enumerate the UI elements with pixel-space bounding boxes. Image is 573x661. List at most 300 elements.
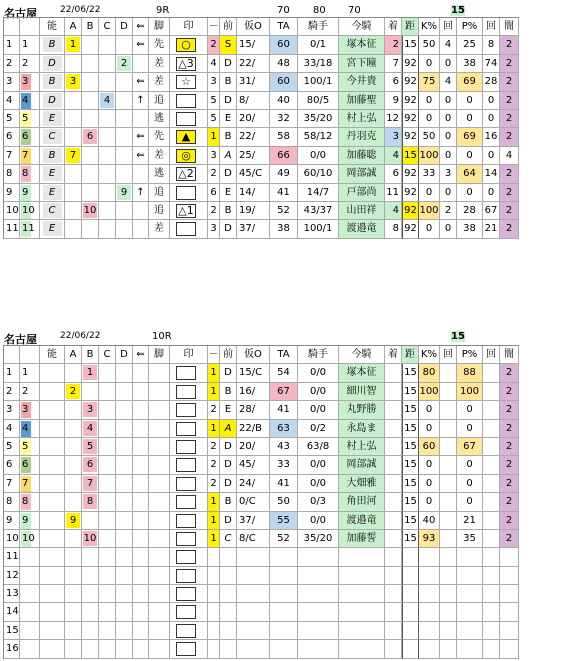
post-number: 5 (4, 110, 20, 128)
arrow-cell (133, 640, 149, 658)
score-text: 3 (66, 74, 80, 89)
pct-ppct: 88 (457, 364, 483, 382)
mark (170, 548, 208, 566)
pct-kpct: 0 (419, 401, 440, 419)
kai-cell (440, 548, 457, 566)
race1-table (3, 17, 519, 239)
header-kai: 回 (440, 346, 457, 364)
style-cell (149, 493, 170, 511)
rank-text: E (43, 166, 62, 181)
style-cell (149, 364, 170, 382)
yami: 2 (500, 530, 519, 548)
a-cell (65, 92, 82, 110)
yami: 2 (500, 128, 519, 146)
dist-cell: 15 (402, 475, 419, 493)
b-cell (82, 220, 99, 238)
prev-class: D (220, 364, 237, 382)
post-number: 5 (4, 438, 20, 456)
post-number: 2 (4, 383, 20, 401)
horse-number-text: 6 (22, 131, 29, 143)
horse-number (20, 475, 40, 493)
horse-number (20, 73, 40, 91)
jockey-cell: 43/37 (298, 202, 339, 220)
pct-kpct: 40 (419, 512, 440, 530)
header-finish: 着 (385, 18, 402, 36)
b-cell (82, 548, 99, 566)
arrow-cell (133, 493, 149, 511)
d-cell (116, 530, 133, 548)
rank-text: B (43, 74, 62, 89)
jockey-cell: 0/0 (298, 456, 339, 474)
pct-ppct: 69 (457, 73, 483, 91)
c-cell (99, 110, 116, 128)
rank-cell (40, 438, 65, 456)
b-cell (82, 512, 99, 530)
today-jockey-cell (339, 548, 385, 566)
jockey-cell: 0/0 (298, 147, 339, 165)
post-number: 10 (4, 530, 20, 548)
prev-rank: 2 (208, 401, 220, 419)
horse-number (20, 530, 40, 548)
rank (40, 165, 65, 183)
dist-cell (402, 640, 419, 658)
finish: 9 (385, 92, 402, 110)
pct-ppct: 0 (457, 493, 483, 511)
kai-cell: 0 (440, 55, 457, 73)
rank-cell (40, 401, 65, 419)
kpct-cell (419, 622, 440, 640)
pct-ppct: 69 (457, 128, 483, 146)
jockey-cell (298, 567, 339, 585)
kai-cell (440, 603, 457, 621)
finish: 6 (385, 73, 402, 91)
finish-cell (385, 640, 402, 658)
header-dist: 距 (402, 346, 419, 364)
ppct-cell (457, 585, 483, 603)
horse-number (20, 383, 40, 401)
b-cell (82, 184, 99, 202)
prev-rank: 1 (208, 364, 220, 382)
race-number: 10R (152, 331, 172, 342)
finish: 7 (385, 55, 402, 73)
header-b: B (82, 18, 99, 36)
horse-number-text: 4 (22, 94, 29, 106)
prev-rank: 2 (208, 36, 220, 54)
header-mark: 印 (170, 18, 208, 36)
c-cell (99, 36, 116, 54)
header-jockey: 騎手 (298, 18, 339, 36)
rank-cell (40, 512, 65, 530)
arrow-cell (133, 420, 149, 438)
kai-cell (440, 493, 457, 511)
horse-number-text: 3 (22, 404, 29, 416)
kai2-cell (483, 364, 500, 382)
prev-rank: 3 (208, 220, 220, 238)
horse-number-text: 5 (22, 112, 29, 124)
a-cell (65, 110, 82, 128)
mark-symbol: △2 (176, 167, 196, 181)
kai2-cell (483, 456, 500, 474)
kai-cell (440, 383, 457, 401)
header-kari: 仮O (237, 346, 270, 364)
ta-cell (270, 585, 298, 603)
rank-text: B (43, 37, 62, 52)
ta-score: 49 (270, 165, 298, 183)
pct-kpct: 0 (419, 110, 440, 128)
score-text: 8 (83, 494, 97, 509)
score-text: 5 (83, 439, 97, 454)
kai-cell (440, 530, 457, 548)
today-jockey: 宮下瞳 (339, 55, 385, 73)
style-cell: 先 (149, 128, 170, 146)
style-cell: 逃 (149, 165, 170, 183)
today-jockey: 村上弘 (339, 438, 385, 456)
style-cell (149, 548, 170, 566)
header-d: D (116, 18, 133, 36)
dist-cell (402, 622, 419, 640)
prev-cell (220, 585, 237, 603)
post-number: 8 (4, 493, 20, 511)
yami: 2 (500, 475, 519, 493)
pct-ppct: 0 (457, 401, 483, 419)
arrow-cell (133, 383, 149, 401)
distance-badge: 15 (451, 5, 465, 16)
rank (40, 55, 65, 73)
mark (170, 55, 208, 73)
rank (40, 36, 65, 54)
horse-number (20, 128, 40, 146)
b-cell (82, 585, 99, 603)
rank (40, 220, 65, 238)
arrow-cell (133, 622, 149, 640)
mark (170, 92, 208, 110)
kari: 24/ (237, 475, 270, 493)
ta-score: 41 (270, 401, 298, 419)
header-kai2: 回 (483, 346, 500, 364)
finish: 8 (385, 220, 402, 238)
today-jockey: 丸野勝 (339, 401, 385, 419)
today-jockey: 渡邉竜 (339, 512, 385, 530)
c-cell (99, 475, 116, 493)
dist-cell: 92 (402, 110, 419, 128)
dist-cell: 92 (402, 220, 419, 238)
dist-cell: 92 (402, 165, 419, 183)
mark (170, 147, 208, 165)
mark-symbol (176, 112, 196, 126)
post-number: 15 (4, 622, 20, 640)
arrow-cell (133, 585, 149, 603)
ta-score: 58 (270, 128, 298, 146)
mark-symbol: ☆ (176, 75, 196, 89)
pct-kpct: 75 (419, 73, 440, 91)
pct-ppct: 35 (457, 530, 483, 548)
finish-cell (385, 548, 402, 566)
jockey-cell: 58/12 (298, 128, 339, 146)
kari: 16/ (237, 383, 270, 401)
horse-number-text: 8 (22, 496, 29, 508)
jockey-cell: 100/1 (298, 73, 339, 91)
dist-cell (402, 603, 419, 621)
horse-number (20, 220, 40, 238)
prev-rank: 2 (208, 456, 220, 474)
mark-symbol: △3 (176, 57, 196, 71)
rank-cell (40, 383, 65, 401)
kai2-cell (483, 603, 500, 621)
mark (170, 36, 208, 54)
header-style: 脚 (149, 18, 170, 36)
mark (170, 184, 208, 202)
style-cell: 追 (149, 202, 170, 220)
horse-number-text: 6 (22, 459, 29, 471)
kari-cell (237, 548, 270, 566)
race2-header (0, 330, 573, 344)
ta-score: 63 (270, 420, 298, 438)
jockey-cell: 0/1 (298, 36, 339, 54)
mark-symbol: △1 (176, 204, 196, 218)
prev-class: D (220, 55, 237, 73)
arrow-cell (133, 512, 149, 530)
arrow-cell: ⇐ (133, 73, 149, 91)
arrow-cell (133, 438, 149, 456)
mark (170, 475, 208, 493)
kari: 25/ (237, 147, 270, 165)
prev-rank: 2 (208, 165, 220, 183)
pct-ppct: 67 (457, 438, 483, 456)
arrow-cell: ⇐ (133, 128, 149, 146)
score-b (82, 202, 99, 220)
kari-cell (237, 585, 270, 603)
post-number: 7 (4, 475, 20, 493)
dash-cell (208, 640, 220, 658)
post-number: 13 (4, 585, 20, 603)
pct-ppct: 0 (457, 110, 483, 128)
mark (170, 585, 208, 603)
mark (170, 493, 208, 511)
style-cell (149, 640, 170, 658)
c-cell (99, 401, 116, 419)
mark-symbol (176, 532, 196, 546)
prev-class: D (220, 92, 237, 110)
kai-cell: 4 (440, 36, 457, 54)
kai2-cell: 14 (483, 165, 500, 183)
header-a: A (65, 18, 82, 36)
b-cell (82, 147, 99, 165)
ta-cell (270, 567, 298, 585)
c-cell (99, 383, 116, 401)
prev-class: A (220, 420, 237, 438)
arrow-cell: ⇐ (133, 147, 149, 165)
rank (40, 147, 65, 165)
a-cell (65, 364, 82, 382)
style-cell (149, 438, 170, 456)
header-a: A (65, 346, 82, 364)
kpct-cell (419, 585, 440, 603)
horse-number-text: 2 (22, 57, 29, 69)
ta-score: 38 (270, 220, 298, 238)
c-cell (99, 220, 116, 238)
style-cell (149, 401, 170, 419)
kai2-cell (483, 548, 500, 566)
a-cell (65, 128, 82, 146)
mark (170, 622, 208, 640)
prev-class: B (220, 202, 237, 220)
venue-label: 名古屋 (4, 333, 37, 346)
finish: 3 (385, 128, 402, 146)
prev-class: D (220, 220, 237, 238)
prev-rank: 4 (208, 55, 220, 73)
style-cell: 差 (149, 220, 170, 238)
arrow-cell: ⇐ (133, 36, 149, 54)
a-cell (65, 202, 82, 220)
arrow-cell (133, 202, 149, 220)
prev-class: D (220, 165, 237, 183)
header-dash: － (208, 18, 220, 36)
arrow-cell: ↑ (133, 92, 149, 110)
kari: 37/ (237, 512, 270, 530)
rank-cell (40, 493, 65, 511)
ta-cell (270, 622, 298, 640)
ta-cell (270, 603, 298, 621)
a-cell (65, 548, 82, 566)
mark-symbol (176, 222, 196, 236)
arrow-cell (133, 603, 149, 621)
score-text: 4 (100, 93, 114, 108)
today-jockey: 丹羽克 (339, 128, 385, 146)
rank-text: D (43, 56, 62, 71)
pct-kpct: 100 (419, 383, 440, 401)
style-cell (149, 622, 170, 640)
score-text: 6 (83, 457, 97, 472)
prev-rank: 2 (208, 202, 220, 220)
mark (170, 73, 208, 91)
jockey-cell: 33/18 (298, 55, 339, 73)
ppct-cell (457, 603, 483, 621)
c-cell (99, 202, 116, 220)
kai-cell: 2 (440, 202, 457, 220)
pct-kpct: 93 (419, 530, 440, 548)
prev-class: E (220, 184, 237, 202)
dist-cell: 15 (402, 383, 419, 401)
jockey-cell (298, 622, 339, 640)
c-cell (99, 364, 116, 382)
kai2-cell (483, 401, 500, 419)
dist-cell: 15 (402, 456, 419, 474)
dist-cell: 92 (402, 73, 419, 91)
mark (170, 128, 208, 146)
d-cell (116, 622, 133, 640)
yami: 2 (500, 420, 519, 438)
mark-symbol (176, 514, 196, 528)
d-cell (116, 456, 133, 474)
ta-cell (270, 640, 298, 658)
score-text: 2 (66, 384, 80, 399)
style-cell (149, 420, 170, 438)
jockey-cell: 35/20 (298, 530, 339, 548)
today-jockey-cell (339, 640, 385, 658)
jockey-cell (298, 603, 339, 621)
horse-number-text: 3 (22, 76, 29, 88)
distance-badge: 15 (451, 331, 465, 342)
pct-kpct: 0 (419, 55, 440, 73)
kpct-cell (419, 567, 440, 585)
finish: 4 (385, 202, 402, 220)
b-cell (82, 603, 99, 621)
jockey-cell: 35/20 (298, 110, 339, 128)
ta-score: 41 (270, 184, 298, 202)
score-b (82, 401, 99, 419)
ppct-cell (457, 640, 483, 658)
kai2-cell: 0 (483, 184, 500, 202)
d-cell (116, 640, 133, 658)
prev-rank: 1 (208, 512, 220, 530)
d-cell (116, 475, 133, 493)
finish (385, 364, 402, 382)
kai2-cell: 0 (483, 147, 500, 165)
style-cell: 差 (149, 147, 170, 165)
dash-cell (208, 585, 220, 603)
b-cell (82, 383, 99, 401)
kai-cell (440, 438, 457, 456)
finish (385, 401, 402, 419)
horse-number-text: 10 (22, 532, 35, 544)
a-cell (65, 55, 82, 73)
jockey-cell (298, 548, 339, 566)
post-number: 7 (4, 147, 20, 165)
finish (385, 383, 402, 401)
dist-cell: 15 (402, 493, 419, 511)
arrow-cell (133, 364, 149, 382)
horse-number-text: 7 (22, 149, 29, 161)
prev-rank: 1 (208, 493, 220, 511)
dist-cell: 92 (402, 184, 419, 202)
rank (40, 73, 65, 91)
jockey-cell: 0/0 (298, 512, 339, 530)
dist-cell: 92 (402, 202, 419, 220)
ta-score: 66 (270, 147, 298, 165)
today-jockey-cell (339, 567, 385, 585)
pct-kpct: 50 (419, 36, 440, 54)
score-b (82, 456, 99, 474)
dash-cell (208, 622, 220, 640)
finish: 6 (385, 165, 402, 183)
today-jockey-cell (339, 622, 385, 640)
style-cell (149, 603, 170, 621)
pct-ppct: 64 (457, 165, 483, 183)
finish (385, 493, 402, 511)
header-ta: TA (270, 346, 298, 364)
prev-rank: 2 (208, 438, 220, 456)
ppct-cell (457, 548, 483, 566)
horse-number (20, 456, 40, 474)
kai2-cell (483, 438, 500, 456)
kpct-cell (419, 603, 440, 621)
yami-cell (500, 640, 519, 658)
rank-cell (40, 585, 65, 603)
ta-score: 41 (270, 475, 298, 493)
kai-cell: 0 (440, 92, 457, 110)
jockey-cell: 60/10 (298, 165, 339, 183)
ta-score: 40 (270, 92, 298, 110)
header-today-jockey: 今騎 (339, 18, 385, 36)
prev-class: D (220, 475, 237, 493)
yami: 2 (500, 401, 519, 419)
b-cell (82, 640, 99, 658)
post-number: 14 (4, 603, 20, 621)
ta-score: 55 (270, 512, 298, 530)
pct-kpct: 60 (419, 438, 440, 456)
style-cell (149, 567, 170, 585)
horse-number-text: 1 (22, 367, 29, 379)
